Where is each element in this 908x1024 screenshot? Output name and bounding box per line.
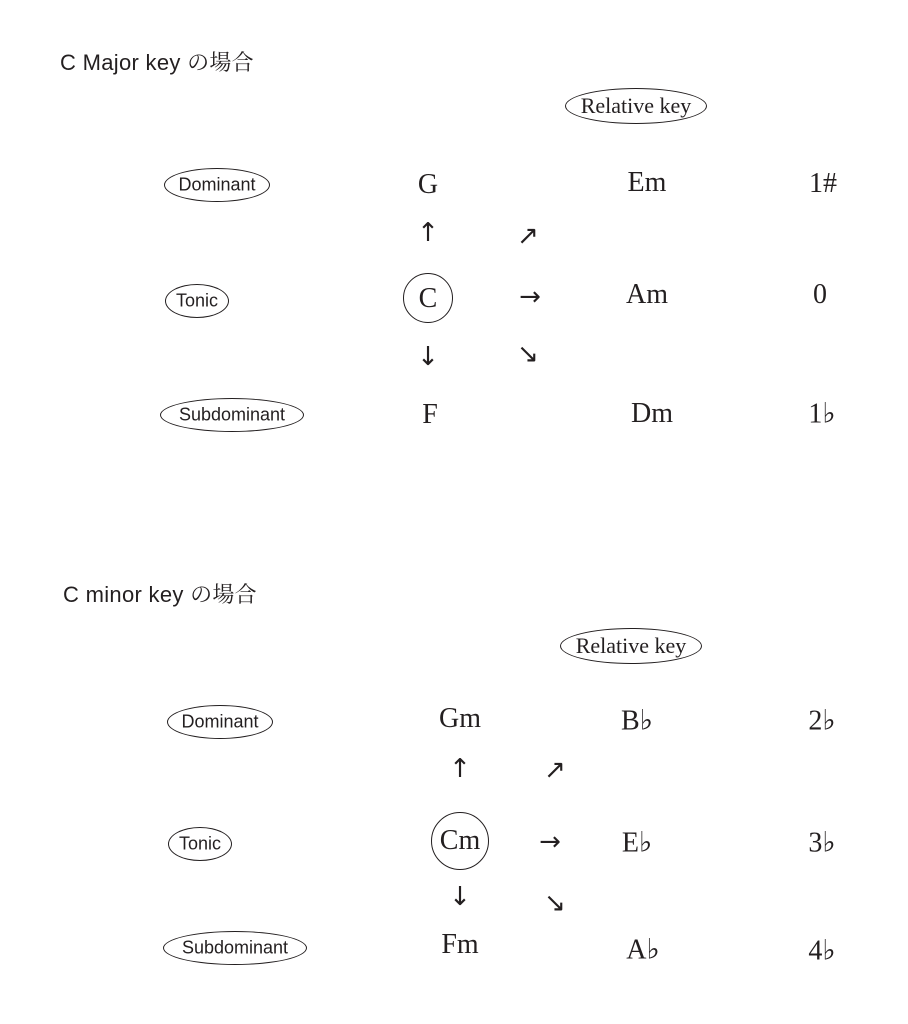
- major-subdominant-signature: [808, 396, 836, 430]
- minor-tonic-relative: [621, 825, 653, 859]
- minor-subdominant-relative: [626, 932, 660, 966]
- flat-icon: ♭: [639, 703, 653, 737]
- minor-subdominant-relative-note: A: [626, 934, 647, 966]
- major-dominant-signature: [809, 170, 837, 198]
- minor-subdominant-chord: Fm: [441, 929, 479, 960]
- minor-tonic-chord: Cm: [439, 825, 481, 856]
- major-subdominant-relative: Dm: [631, 398, 673, 429]
- flat-icon: ♭: [822, 396, 836, 430]
- major-down-arrow: ↓: [417, 342, 439, 372]
- major-subdominant-chord: F: [422, 399, 438, 430]
- minor-down-arrow: ↓: [449, 882, 471, 912]
- minor-tonic-signature: [808, 825, 836, 859]
- minor-dominant-relative: [621, 703, 653, 737]
- minor-tonic-signature-count: 3: [808, 827, 823, 859]
- flat-icon: ♭: [646, 932, 660, 966]
- minor-dominant-signature: [808, 703, 836, 737]
- minor-subdominant-signature: [808, 933, 836, 967]
- sharp-icon: #: [823, 168, 837, 199]
- major-tonic-relative: Am: [626, 279, 668, 310]
- major-subdominant-label: Subdominant: [178, 404, 286, 425]
- major-up-right-arrow: ↗: [517, 221, 539, 251]
- major-down-right-arrow: ↘: [517, 339, 539, 369]
- major-right-arrow: →: [519, 282, 541, 312]
- minor-dominant-relative-note: B: [621, 705, 640, 737]
- major-dominant-relative: Em: [627, 167, 667, 198]
- minor-subdominant-signature-count: 4: [808, 935, 823, 967]
- major-tonic-label: Tonic: [175, 290, 219, 311]
- flat-icon: ♭: [822, 825, 836, 859]
- minor-dominant-signature-count: 2: [808, 705, 823, 737]
- flat-icon: ♭: [822, 933, 836, 967]
- major-relative-key-label: Relative key: [580, 93, 692, 118]
- major-tonic-signature-count: 0: [813, 279, 827, 310]
- flat-icon: ♭: [638, 825, 653, 859]
- minor-up-right-arrow: ↗: [544, 755, 566, 785]
- major-up-arrow: ↑: [417, 218, 439, 248]
- major-tonic-signature: [813, 281, 827, 309]
- major-dominant-chord: G: [417, 169, 439, 200]
- major-subdominant-signature-count: 1: [808, 398, 823, 430]
- minor-heading: C minor key の場合: [63, 582, 257, 607]
- minor-relative-key-label: Relative key: [575, 633, 687, 658]
- minor-right-arrow: →: [539, 827, 561, 857]
- minor-subdominant-label: Subdominant: [181, 937, 289, 958]
- minor-dominant-chord: Gm: [439, 703, 481, 734]
- minor-dominant-label: Dominant: [181, 711, 259, 732]
- major-dominant-signature-count: 1: [809, 168, 823, 199]
- minor-tonic-label: Tonic: [178, 833, 222, 854]
- major-dominant-label: Dominant: [178, 174, 256, 195]
- major-tonic-chord: C: [418, 283, 438, 314]
- major-heading: C Major key の場合: [60, 50, 254, 75]
- minor-up-arrow: ↑: [449, 754, 471, 784]
- minor-down-right-arrow: ↘: [544, 888, 566, 918]
- flat-icon: ♭: [822, 703, 836, 737]
- minor-tonic-relative-note: E: [621, 827, 639, 859]
